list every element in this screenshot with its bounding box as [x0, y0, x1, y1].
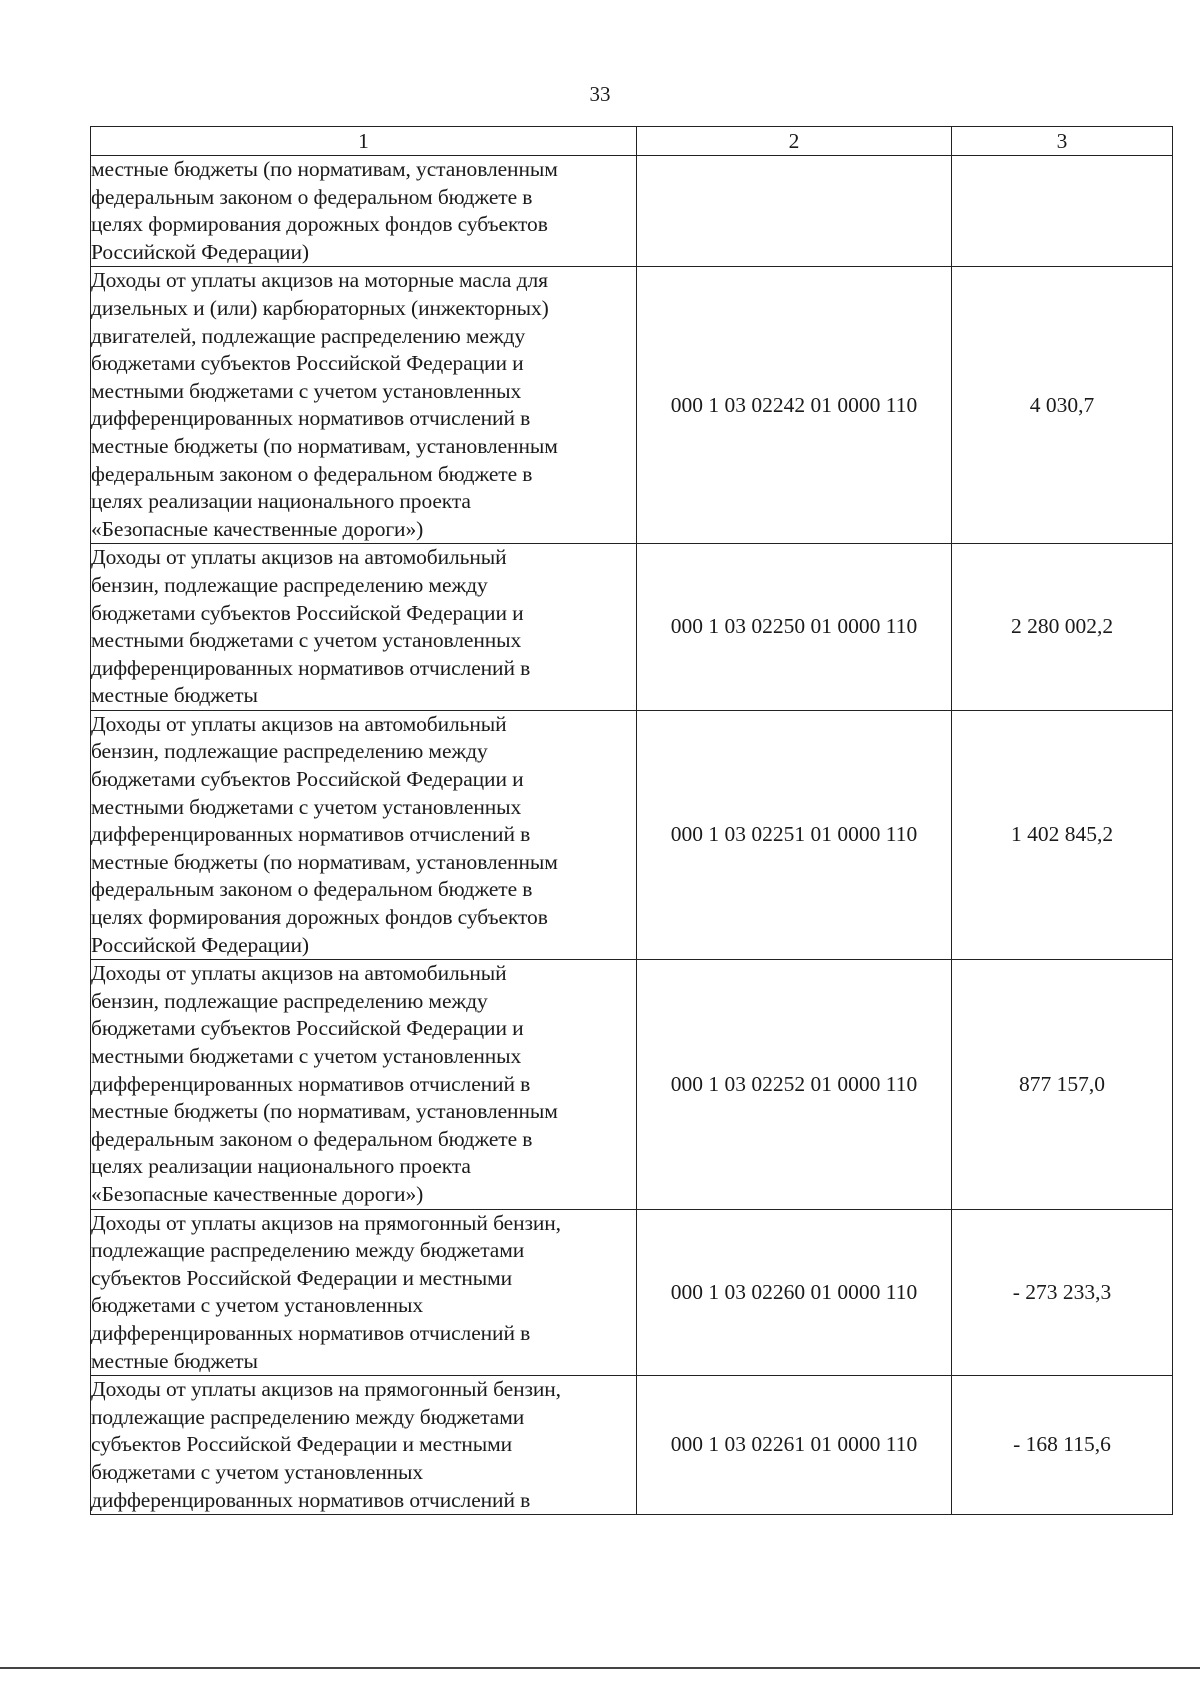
description-line: федеральным законом о федеральном бюджете в: [91, 461, 533, 486]
description-line: субъектов Российской Федерации и местными: [91, 1265, 513, 1290]
revenue-amount: - 273 233,3: [952, 1209, 1173, 1376]
description-line: местными бюджетами с учетом установленных: [91, 1044, 522, 1068]
description-line: субъектов Российской Федерации и местными: [91, 1432, 513, 1457]
revenue-amount: 4 030,7: [952, 267, 1173, 544]
description-line: бензин, подлежащие распределению между: [91, 988, 488, 1013]
description-line: целях формирования дорожных фондов субъектов: [91, 905, 548, 930]
row-description: [91, 267, 637, 544]
table-header-row: [91, 127, 1173, 156]
description-line: федеральным законом о федеральном бюджете в: [91, 877, 533, 902]
description-line: местные бюджеты (по нормативам, установленным: [91, 433, 558, 458]
description-line: дифференцированных нормативов отчислений в: [91, 1071, 531, 1096]
table-row: [91, 710, 1173, 959]
description-line: местными бюджетами с учетом установленных: [91, 378, 522, 403]
description-line: местные бюджеты (по нормативам, установленным: [91, 1099, 558, 1124]
column-header-code: 2: [637, 127, 952, 156]
page-number: 33: [589, 82, 611, 106]
row-description: [91, 1376, 637, 1515]
description-line: дифференцированных нормативов отчислений в: [91, 406, 531, 431]
description-line: двигателей, подлежащие распределению между: [91, 323, 526, 348]
description-line: местные бюджеты (по нормативам, установленным: [91, 849, 558, 874]
table-row: [91, 156, 1173, 267]
description-line: Доходы от уплаты акцизов на автомобильный: [91, 545, 507, 570]
row-description: [91, 1209, 637, 1376]
description-line: местными бюджетами с учетом установленных: [91, 628, 522, 653]
description-line: подлежащие распределению между бюджетами: [91, 1404, 525, 1429]
description-line: бюджетами с учетом установленных: [91, 1459, 424, 1484]
description-line: местные бюджеты (по нормативам, установленным: [91, 157, 558, 181]
footer-rule: [0, 1667, 1200, 1669]
table-body: [91, 156, 1173, 1515]
description-line: бюджетами субъектов Российской Федерации и: [91, 351, 524, 376]
table-row: [91, 267, 1173, 544]
table-row: [91, 960, 1173, 1209]
description-line: дифференцированных нормативов отчислений в: [91, 1487, 531, 1512]
revenue-amount: 2 280 002,2: [952, 544, 1173, 711]
description-line: федеральным законом о федеральном бюджете в: [91, 1126, 533, 1151]
budget-revenue-table: [90, 126, 1173, 1515]
column-header-description: 1: [91, 127, 637, 156]
budget-classification-code: 000 1 03 02252 01 0000 110: [637, 960, 952, 1209]
description-line: Доходы от уплаты акцизов на моторные масла для: [91, 268, 548, 293]
budget-classification-code: 000 1 03 02261 01 0000 110: [637, 1376, 952, 1515]
budget-classification-code: 000 1 03 02242 01 0000 110: [637, 267, 952, 544]
description-line: дифференцированных нормативов отчислений в: [91, 655, 531, 680]
revenue-amount: - 168 115,6: [952, 1376, 1173, 1515]
description-line: целях реализации национального проекта: [91, 489, 471, 514]
description-line: «Безопасные качественные дороги»): [91, 1181, 424, 1206]
description-line: Доходы от уплаты акцизов на автомобильный: [91, 961, 507, 986]
description-line: бюджетами субъектов Российской Федерации и: [91, 767, 524, 792]
description-line: бюджетами субъектов Российской Федерации и: [91, 600, 524, 625]
description-line: подлежащие распределению между бюджетами: [91, 1238, 525, 1263]
budget-classification-code: 000 1 03 02251 01 0000 110: [637, 710, 952, 959]
description-line: Доходы от уплаты акцизов на прямогонный бензин,: [91, 1210, 561, 1235]
description-line: дифференцированных нормативов отчислений в: [91, 822, 531, 847]
column-header-amount: 3: [952, 127, 1173, 156]
description-line: целях реализации национального проекта: [91, 1154, 471, 1179]
budget-classification-code: 000 1 03 02250 01 0000 110: [637, 544, 952, 711]
description-line: Доходы от уплаты акцизов на прямогонный бензин,: [91, 1377, 561, 1402]
description-line: дифференцированных нормативов отчислений в: [91, 1320, 531, 1345]
description-line: Российской Федерации): [91, 932, 309, 957]
table-row: [91, 544, 1173, 711]
description-line: «Безопасные качественные дороги»): [91, 516, 424, 541]
description-line: Российской Федерации): [91, 239, 309, 264]
description-line: бюджетами субъектов Российской Федерации и: [91, 1016, 524, 1041]
budget-classification-code: 000 1 03 02260 01 0000 110: [637, 1209, 952, 1376]
description-line: дизельных и (или) карбюраторных (инжекторных): [91, 295, 549, 320]
revenue-amount: 1 402 845,2: [952, 710, 1173, 959]
table-row: [91, 1209, 1173, 1376]
description-line: местными бюджетами с учетом установленных: [91, 794, 522, 819]
description-line: бензин, подлежащие распределению между: [91, 572, 488, 597]
description-line: Доходы от уплаты акцизов на автомобильный: [91, 711, 507, 736]
row-description: [91, 960, 637, 1209]
description-line: бензин, подлежащие распределению между: [91, 739, 488, 764]
table-row: [91, 1376, 1173, 1515]
row-description: [91, 156, 637, 267]
row-description: [91, 710, 637, 959]
revenue-amount: 877 157,0: [952, 960, 1173, 1209]
budget-classification-code: [637, 156, 952, 267]
row-description: [91, 544, 637, 711]
revenue-amount: [952, 156, 1173, 267]
description-line: бюджетами с учетом установленных: [91, 1293, 424, 1318]
description-line: федеральным законом о федеральном бюджете в: [91, 184, 533, 209]
description-line: местные бюджеты: [91, 683, 258, 708]
description-line: целях формирования дорожных фондов субъектов: [91, 212, 548, 237]
description-line: местные бюджеты: [91, 1348, 258, 1373]
